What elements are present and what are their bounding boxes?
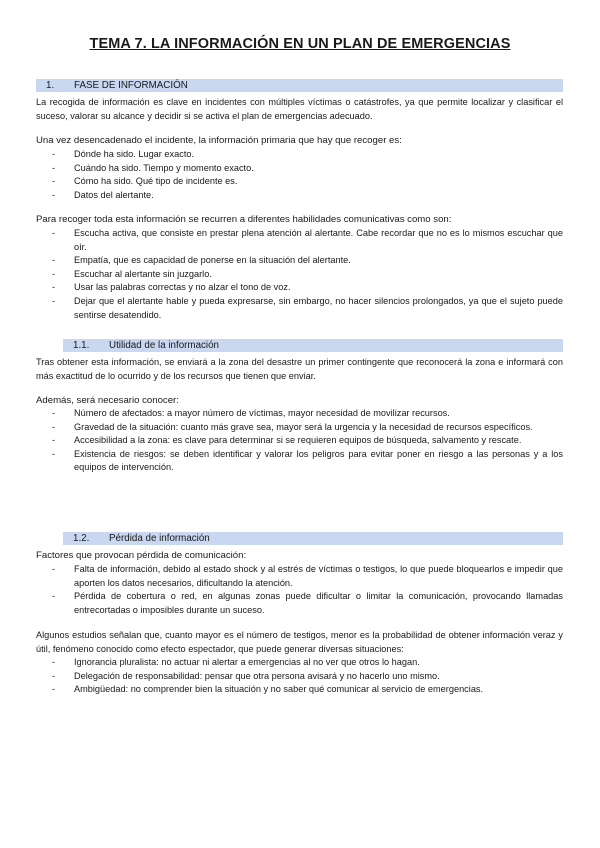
bystander-effect-list [36,656,563,697]
section1-intro: La recogida de información es clave en incidentes con múltiples víctimas o catástrofes, ya que permite localizar y clasificar el suceso, valorar su alcance y decidir si se activa el plan de emergencias adecuado. [36,97,563,121]
primary-info-list [36,148,563,202]
section1-lead-2: Para recoger toda esta información se recurren a diferentes habilidades comunicativas como son: [36,214,452,225]
list-item: - Escuchar al alertante sin juzgarlo. [52,268,212,279]
list-item: - Existencia de riesgos: se deben identificar y valorar los peligros para evitar poner en riesgo a las personas y a los equipos de intervención. [52,448,563,473]
section11-intro: Tras obtener esta información, se enviará a la zona del desastre un primer contingente que reconocerá la zona e informará con más exactitud de lo ocurrido y de los recursos que tienen que enviar. [36,357,563,381]
section-title: Utilidad de la información [109,340,219,351]
list-item: - Cuándo ha sido. Tiempo y momento exacto. [52,162,254,173]
list-item: - Usar las palabras correctas y no alzar el tono de voz. [52,282,291,293]
list-item: - Número de afectados: a mayor número de víctimas, mayor necesidad de movilizar recursos. [52,408,450,418]
list-item: - Dejar que el alertante hable y pueda expresarse, sin embargo, no hacer silencios prolongados, ya que el sujeto puede sentirse desatendido. [52,295,563,320]
list-item: - Empatía, que es capacidad de ponerse en la situación del alertante. [52,255,351,266]
list-item: - Escucha activa, que consiste en prestar plena atención al alertante. Cabe recordar que no es lo mismos escuchar que oír. [52,228,563,252]
section-number: 1. [46,80,55,91]
section-heading-perdida [63,532,563,545]
list-item: - Ignorancia pluralista: no actuar ni alertar a emergencias al no ver que otros lo hagan. [52,657,420,667]
section-number: 1.2. [73,533,90,544]
list-item: - Cómo ha sido. Qué tipo de incidente es. [52,176,238,187]
list-item: - Ambigüedad: no comprender bien la situación y no saber qué comunicar al servicio de emergencias. [52,684,484,695]
section12-lead: Factores que provocan pérdida de comunicación: [36,550,247,561]
section-title: Pérdida de información [109,533,210,544]
needed-info-list [36,407,563,475]
communication-skills-list [36,227,563,322]
page-title: TEMA 7. LA INFORMACIÓN EN UN PLAN DE EMERGENCIAS [89,36,511,52]
list-item: - Delegación de responsabilidad: pensar que otra persona avisará y no hacerlo uno mismo. [52,670,440,681]
list-item: - Datos del alertante. [52,189,154,200]
section-title: FASE DE INFORMACIÓN [74,80,188,91]
list-item: - Falta de información, debido al estado shock y al estrés de víctimas o testigos, lo que puede bloquearlos e impedir que aporten los datos necesarios, dificultando la atención. [52,564,563,588]
list-item: - Gravedad de la situación: cuanto más grave sea, mayor será la urgencia y la necesidad de recursos específicos. [52,421,533,432]
section11-lead: Además, será necesario conocer: [36,395,179,406]
section1-lead-1: Una vez desencadenado el incidente, la información primaria que hay que recoger es: [36,135,402,146]
section-number: 1.1. [73,340,90,351]
communication-loss-list [36,563,563,617]
list-item: - Pérdida de cobertura o red, en algunas zonas puede dificultar o limitar la comunicación, provocando llamadas entrecortadas o imposibles durante un suceso. [52,591,563,615]
section-heading-fase-informacion [36,79,563,92]
section12-paragraph: Algunos estudios señalan que, cuanto mayor es el número de testigos, menor es la probabilidad de obtener información veraz y útil, fenómeno conocido como efecto espectador, que puede generar diversas situaciones: [36,630,563,654]
section-heading-utilidad [63,339,563,352]
list-item: - Dónde ha sido. Lugar exacto. [52,149,195,159]
list-item: - Accesibilidad a la zona: es clave para determinar si se requieren equipos de búsqueda, salvamento y rescate. [52,435,522,446]
